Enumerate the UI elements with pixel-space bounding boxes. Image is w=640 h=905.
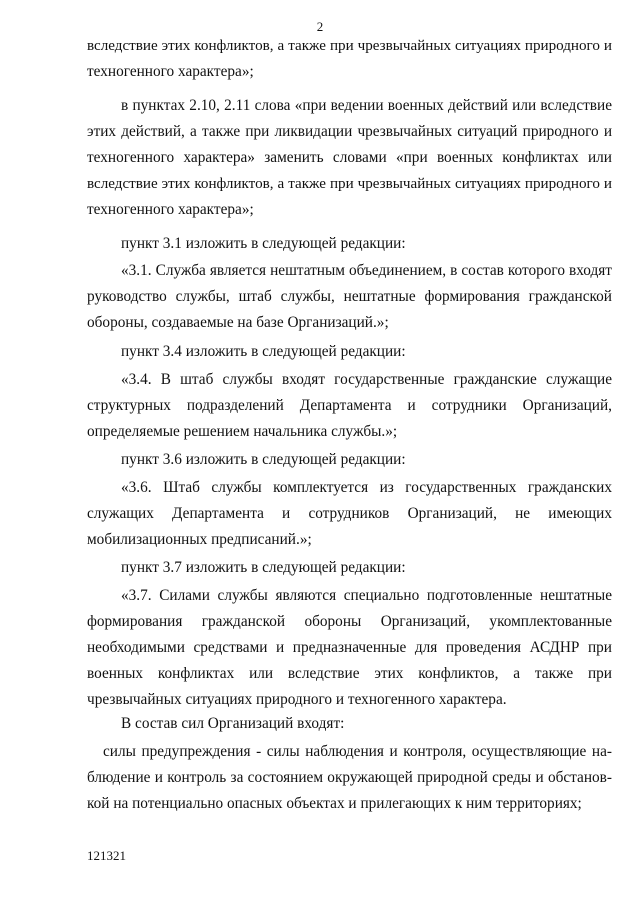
- text-line: [87, 501, 612, 527]
- text-line: [121, 93, 612, 119]
- text-line: [87, 419, 612, 445]
- text-line-content: необходимыми средствами и предназначенные для проведения АСДНР при: [87, 639, 612, 656]
- text-line: [87, 310, 612, 336]
- text-line-content: В состав сил Организаций входят:: [121, 715, 345, 732]
- text-line-content: «3.7. Силами службы являются специально подготовленные нештатные: [121, 587, 612, 604]
- text-line-content: «3.1. Служба является нештатным объединением, в состав которого входят: [121, 262, 612, 279]
- text-line-content: структурных подразделений Департамента и сотрудники Организаций,: [87, 397, 612, 414]
- text-line-content: пункт 3.7 изложить в следующей редакции:: [121, 559, 406, 576]
- text-line-content: обороны, создаваемые на базе Организаций.»;: [87, 314, 389, 331]
- text-line-content: блюдение и контроль за состоянием окружающей природной среды и обстанов-: [87, 769, 612, 786]
- text-line-content: вследствие этих конфликтов, а также при чрезвычайных ситуациях природного и: [87, 38, 612, 54]
- text-line: [87, 284, 612, 310]
- text-line: [103, 739, 612, 765]
- text-line-content: в пунктах 2.10, 2.11 слова «при ведении военных действий или вследствие: [121, 97, 612, 114]
- text-line: [121, 258, 612, 284]
- text-line: [87, 635, 612, 661]
- text-line: [87, 171, 612, 197]
- text-line-content: служащих Департамента и сотрудников Организаций, не имеющих: [87, 505, 612, 522]
- text-line-content: военных конфликтах или вследствие этих конфликтов, а также при: [87, 665, 612, 682]
- text-line-content: техногенного характера»;: [87, 63, 254, 80]
- text-line-content: этих действий, а также при ликвидации чрезвычайных ситуаций природного и: [87, 123, 612, 140]
- text-line: [121, 231, 612, 257]
- text-line-content: руководство службы, штаб службы, нештатные формирования гражданской: [87, 288, 612, 305]
- text-line: [87, 145, 612, 171]
- text-line-content: пункт 3.6 изложить в следующей редакции:: [121, 451, 406, 468]
- text-line: [121, 447, 612, 473]
- text-line: [87, 765, 612, 791]
- text-line-content: вследствие этих конфликтов, а также при чрезвычайных ситуациях природного и: [87, 176, 612, 192]
- text-line: [87, 33, 612, 59]
- text-line: [87, 791, 612, 817]
- text-line-content: техногенного характера» заменить словами «при военных конфликтах или: [87, 149, 612, 166]
- text-line-content: «3.6. Штаб службы комплектуется из государственных гражданских: [121, 479, 612, 496]
- text-line: [121, 367, 612, 393]
- text-line: [87, 59, 612, 85]
- text-line-content: силы предупреждения - силы наблюдения и контроля, осуществляющие на-: [103, 743, 612, 760]
- text-line-content: мобилизационных предписаний.»;: [87, 531, 312, 548]
- text-line: [121, 339, 612, 365]
- text-line: [87, 393, 612, 419]
- text-line: [87, 119, 612, 145]
- text-line-content: определяемые решением начальника службы.»;: [87, 423, 398, 440]
- text-line-content: техногенного характера»;: [87, 201, 254, 218]
- text-line: [121, 555, 612, 581]
- text-line: [121, 475, 612, 501]
- text-line-content: «3.4. В штаб службы входят государственные гражданские служащие: [121, 371, 612, 388]
- text-line: [87, 197, 612, 223]
- text-line: [87, 687, 612, 713]
- text-line-content: кой на потенциально опасных объектах и прилегающих к ним территориях;: [87, 795, 582, 812]
- text-line-content: формирования гражданской обороны Организаций, укомплектованные: [87, 613, 612, 630]
- page-number: 2: [316, 19, 324, 34]
- text-line: [87, 661, 612, 687]
- text-line: [121, 711, 612, 737]
- text-line-content: пункт 3.4 изложить в следующей редакции:: [121, 343, 406, 360]
- text-line-content: чрезвычайных ситуациях природного и техногенного характера.: [87, 691, 507, 708]
- text-line: [87, 609, 612, 635]
- text-line: [87, 527, 612, 553]
- text-line-content: пункт 3.1 изложить в следующей редакции:: [121, 235, 406, 252]
- text-line: [121, 583, 612, 609]
- footer-code: 121321: [87, 848, 126, 863]
